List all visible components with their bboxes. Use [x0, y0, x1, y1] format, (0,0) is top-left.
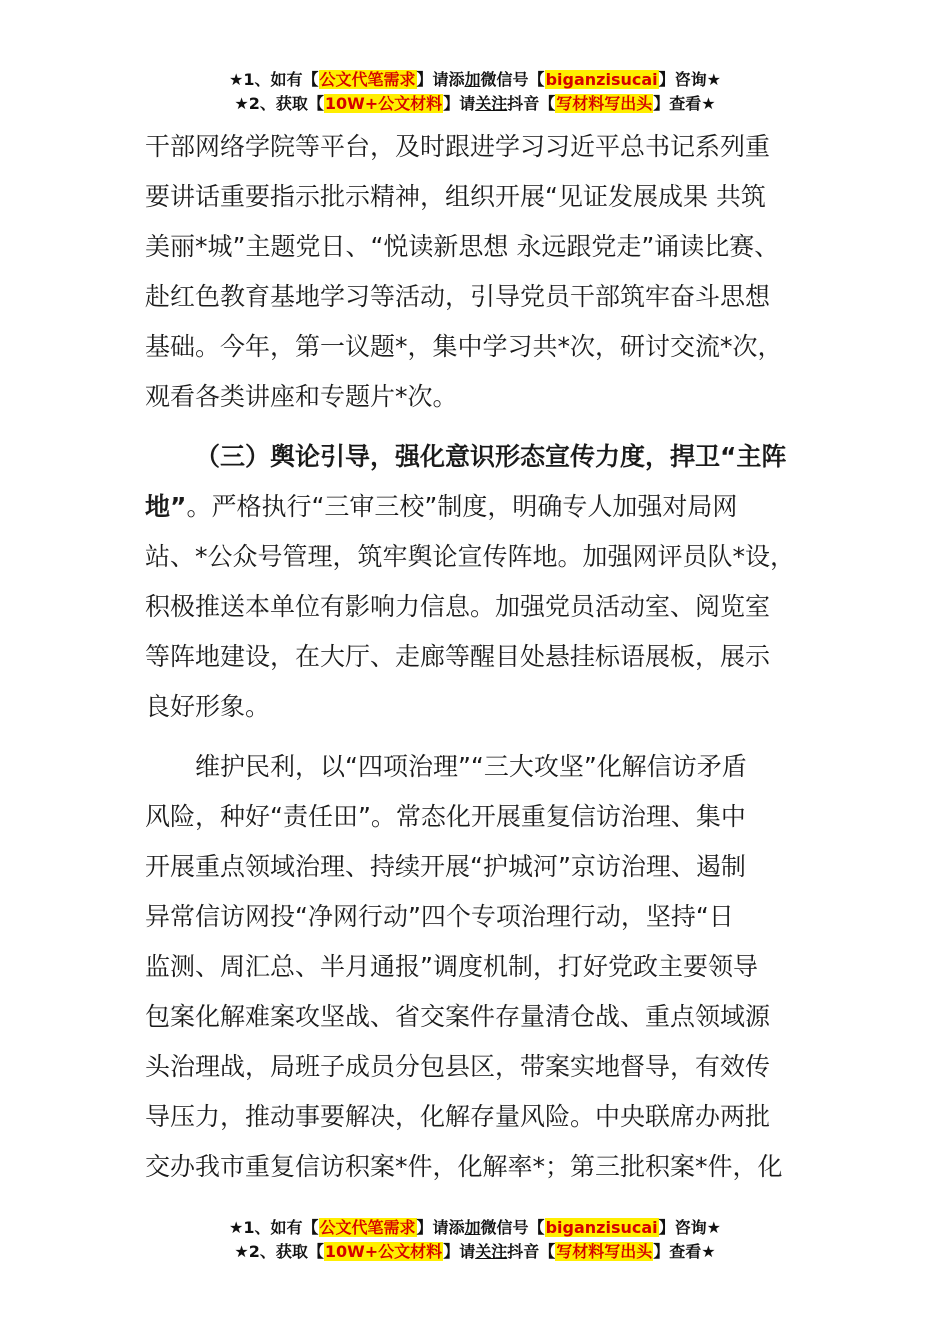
highlight-wechat-id: biganzisucai	[545, 1218, 658, 1237]
text-line: 地”。严格执行“三审三校”制度，明确专人加强对局网	[145, 492, 738, 521]
text-line: 风险，种好“责任田”。常态化开展重复信访治理、集中	[145, 802, 746, 831]
text-line: 开展重点领域治理、持续开展“护城河”京访治理、遏制	[145, 852, 746, 881]
banner-line-2: ★2、获取【10W+公文材料】请关注抖音【写材料写出头】查看★	[234, 94, 716, 113]
paragraph-2	[145, 432, 817, 732]
text-line: 等阵地建设，在大厅、走廊等醒目处悬挂标语展板，展示	[145, 642, 771, 671]
banner-line-1: ★1、如有【公文代笔需求】请添加微信号【biganzisucai】咨询★	[229, 70, 721, 89]
highlight-service: 公文代笔需求	[319, 1218, 416, 1237]
text-line: 交办我市重复信访积案*件，化解率*；第三批积案*件，化	[145, 1152, 783, 1181]
document-body	[145, 122, 817, 1192]
banner-line-1: ★1、如有【公文代笔需求】请添加微信号【biganzisucai】咨询★	[229, 1218, 721, 1237]
paragraph-1	[145, 122, 817, 422]
top-banner	[0, 68, 950, 116]
highlight-wechat-id: biganzisucai	[545, 70, 658, 89]
text-line: 良好形象。	[145, 692, 271, 721]
highlight-materials: 10W+公文材料	[324, 94, 443, 113]
text-line: 观看各类讲座和专题片*次。	[145, 382, 458, 411]
text-line: 异常信访网投“净网行动”四个专项治理行动，坚持“日	[145, 902, 734, 931]
banner-line-2: ★2、获取【10W+公文材料】请关注抖音【写材料写出头】查看★	[234, 1242, 716, 1261]
highlight-materials: 10W+公文材料	[324, 1242, 443, 1261]
text-line: 要讲话重要指示批示精神，组织开展“见证发展成果 共筑	[145, 182, 766, 211]
text-line: 基础。今年，第一议题*，集中学习共*次，研讨交流*次，	[145, 332, 783, 361]
text-line: 监测、周汇总、半月通报”调度机制，打好党政主要领导	[145, 952, 758, 981]
bottom-banner	[0, 1216, 950, 1264]
text-line: 头治理战，局班子成员分包县区，带案实地督导，有效传	[145, 1052, 771, 1081]
highlight-douyin: 写材料写出头	[556, 1242, 653, 1261]
text-line: 赴红色教育基地学习等活动，引导党员干部筑牢奋斗思想	[145, 282, 771, 311]
text-line: 美丽*城”主题党日、“悦读新思想 永远跟党走”诵读比赛、	[145, 232, 780, 261]
text-line: 包案化解难案攻坚战、省交案件存量清仓战、重点领域源	[145, 1002, 771, 1031]
text-line: 导压力，推动事要解决，化解存量风险。中央联席办两批	[145, 1102, 771, 1131]
section-heading-end: 地”	[145, 492, 187, 521]
text-line: 站、*公众号管理，筑牢舆论宣传阵地。加强网评员队*设，	[145, 542, 796, 571]
highlight-douyin: 写材料写出头	[556, 94, 653, 113]
text-line: 积极推送本单位有影响力信息。加强党员活动室、阅览室	[145, 592, 771, 621]
text-line: 维护民利，以“四项治理”“三大攻坚”化解信访矛盾	[195, 752, 747, 781]
highlight-service: 公文代笔需求	[319, 70, 416, 89]
section-heading: （三）舆论引导，强化意识形态宣传力度，捍卫“主阵	[195, 442, 787, 471]
paragraph-3	[145, 742, 817, 1192]
text-line: 干部网络学院等平台，及时跟进学习习近平总书记系列重	[145, 132, 771, 161]
